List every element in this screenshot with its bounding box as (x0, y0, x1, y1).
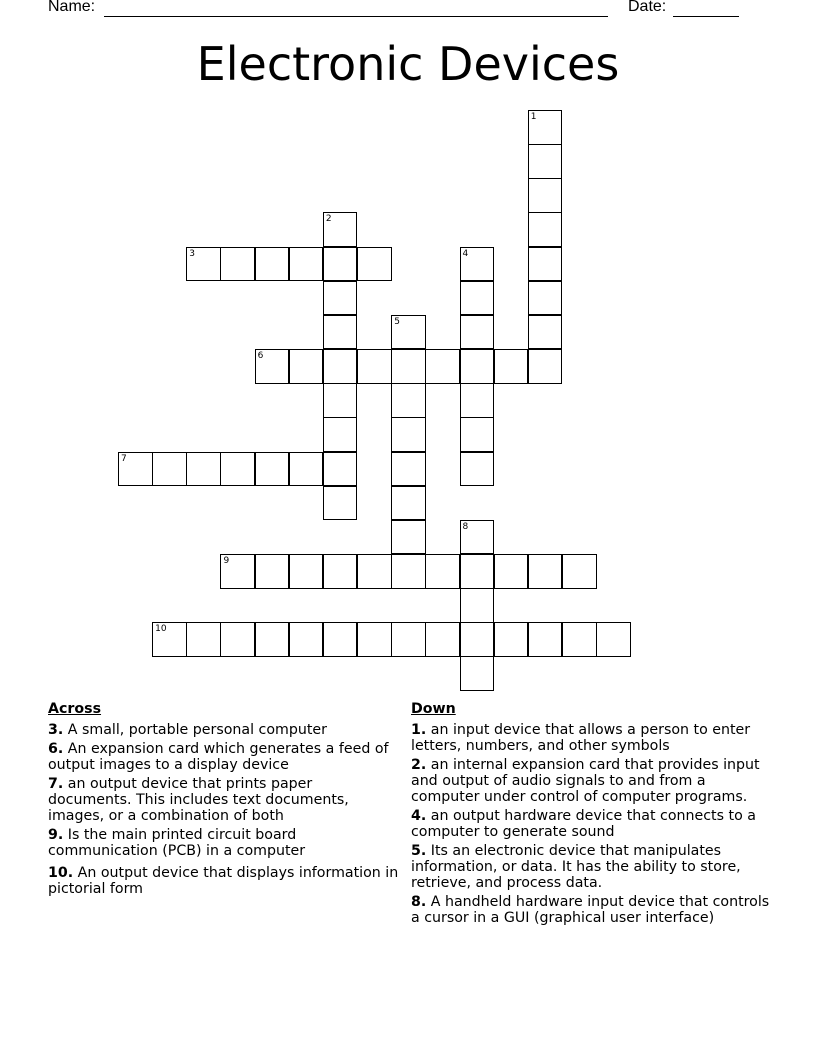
clue-number: 4 (462, 248, 469, 259)
grid-cell[interactable] (528, 281, 563, 316)
grid-cell[interactable] (289, 247, 324, 282)
clue-number: 10 (155, 624, 167, 635)
grid-cell[interactable] (528, 144, 563, 179)
grid-cell[interactable] (460, 281, 495, 316)
grid-cell[interactable] (528, 554, 563, 589)
grid-cell[interactable] (323, 383, 358, 418)
grid-cell[interactable] (323, 554, 358, 589)
grid-cell[interactable] (494, 554, 529, 589)
grid-cell[interactable] (528, 622, 563, 657)
grid-cell[interactable] (460, 554, 495, 589)
down-heading: Down (411, 701, 456, 717)
grid-cell[interactable] (220, 622, 255, 657)
grid-cell[interactable] (425, 554, 460, 589)
grid-cell[interactable] (357, 349, 392, 384)
grid-cell[interactable] (460, 315, 495, 350)
grid-cell[interactable] (289, 622, 324, 657)
grid-cell[interactable] (220, 452, 255, 487)
grid-cell[interactable] (391, 486, 426, 521)
grid-cell[interactable] (323, 315, 358, 350)
grid-cell[interactable] (562, 554, 597, 589)
clue-down-5: 5. Its an electronic device that manipulates information, or data. It has the ability to store, retrieve, and process data. (411, 843, 741, 891)
clue-down-1: 1. an input device that allows a person to enter letters, numbers, and other symbols (411, 722, 751, 754)
grid-cell[interactable] (528, 110, 563, 145)
grid-cell[interactable] (289, 452, 324, 487)
grid-cell[interactable] (255, 247, 290, 282)
clue-number: 7 (121, 453, 127, 464)
grid-cell[interactable] (289, 349, 324, 384)
grid-cell[interactable] (425, 349, 460, 384)
clue-number: 5 (394, 316, 400, 327)
clue-across-9: 9. Is the main printed circuit board communication (PCB) in a computer (48, 827, 306, 859)
grid-cell[interactable] (186, 247, 221, 282)
grid-cell[interactable] (596, 622, 631, 657)
grid-cell[interactable] (494, 622, 529, 657)
grid-cell[interactable] (289, 554, 324, 589)
grid-cell[interactable] (220, 247, 255, 282)
grid-cell[interactable] (323, 247, 358, 282)
clue-down-2: 2. an internal expansion card that provides input and output of audio signals to and from a computer under control of computer programs. (411, 757, 760, 805)
grid-cell[interactable] (494, 349, 529, 384)
grid-cell[interactable] (255, 349, 290, 384)
grid-cell[interactable] (460, 349, 495, 384)
grid-cell[interactable] (391, 383, 426, 418)
grid-cell[interactable] (460, 520, 495, 555)
grid-cell[interactable] (528, 247, 563, 282)
clue-across-6: 6. An expansion card which generates a feed of output images to a display device (48, 741, 389, 773)
page-title: Electronic Devices (196, 37, 620, 91)
grid-cell[interactable] (323, 281, 358, 316)
clue-number: 9 (223, 555, 230, 566)
clue-across-7: 7. an output device that prints paper documents. This includes text documents, images, or a combination of both (48, 776, 349, 824)
grid-cell[interactable] (460, 622, 495, 657)
grid-cell[interactable] (460, 417, 495, 452)
grid-cell[interactable] (152, 452, 187, 487)
grid-cell[interactable] (460, 588, 495, 623)
grid-cell[interactable] (528, 315, 563, 350)
grid-cell[interactable] (118, 452, 153, 487)
across-clues (48, 700, 400, 900)
grid-cell[interactable] (460, 452, 495, 487)
clue-number: 1 (530, 112, 537, 122)
clue-down-4: 4. an output hardware device that connects to a computer to generate sound (411, 808, 756, 840)
down-clues (411, 700, 773, 929)
grid-cell[interactable] (186, 452, 221, 487)
grid-cell[interactable] (391, 520, 426, 555)
grid-cell[interactable] (357, 622, 392, 657)
clue-number: 2 (325, 214, 332, 225)
date-label: Date: (628, 0, 667, 15)
grid-cell[interactable] (391, 554, 426, 589)
name-label: Name: (48, 0, 96, 15)
grid-cell[interactable] (323, 212, 358, 247)
clue-across-3: 3. A small, portable personal computer (48, 722, 327, 738)
across-heading: Across (48, 701, 102, 717)
grid-cell[interactable] (357, 554, 392, 589)
grid-cell[interactable] (528, 212, 563, 247)
grid-cell[interactable] (323, 349, 358, 384)
grid-cell[interactable] (391, 452, 426, 487)
grid-cell[interactable] (323, 417, 358, 452)
grid-cell[interactable] (528, 349, 563, 384)
grid-cell[interactable] (152, 622, 187, 657)
clue-across-10: 10. An output device that displays information in pictorial form (48, 865, 399, 897)
grid-cell[interactable] (528, 178, 563, 213)
grid-cell[interactable] (562, 622, 597, 657)
grid-cell[interactable] (323, 452, 358, 487)
clue-number: 8 (462, 521, 469, 532)
grid-cell[interactable] (391, 622, 426, 657)
grid-cell[interactable] (460, 656, 495, 691)
grid-cell[interactable] (255, 452, 290, 487)
grid-cell[interactable] (255, 622, 290, 657)
grid-cell[interactable] (323, 622, 358, 657)
grid-cell[interactable] (186, 622, 221, 657)
grid-cell[interactable] (357, 247, 392, 282)
grid-cell[interactable] (460, 383, 495, 418)
grid-cell[interactable] (391, 315, 426, 350)
clue-number: 3 (189, 248, 196, 259)
grid-cell[interactable] (460, 247, 495, 282)
clue-number: 6 (257, 351, 264, 362)
grid-cell[interactable] (323, 486, 358, 521)
grid-cell[interactable] (425, 622, 460, 657)
grid-cell[interactable] (391, 349, 426, 384)
grid-cell[interactable] (391, 417, 426, 452)
grid-cell[interactable] (255, 554, 290, 589)
grid-cell[interactable] (220, 554, 255, 589)
clue-down-8: 8. A handheld hardware input device that controls a cursor in a GUI (graphical user interface) (411, 894, 770, 926)
